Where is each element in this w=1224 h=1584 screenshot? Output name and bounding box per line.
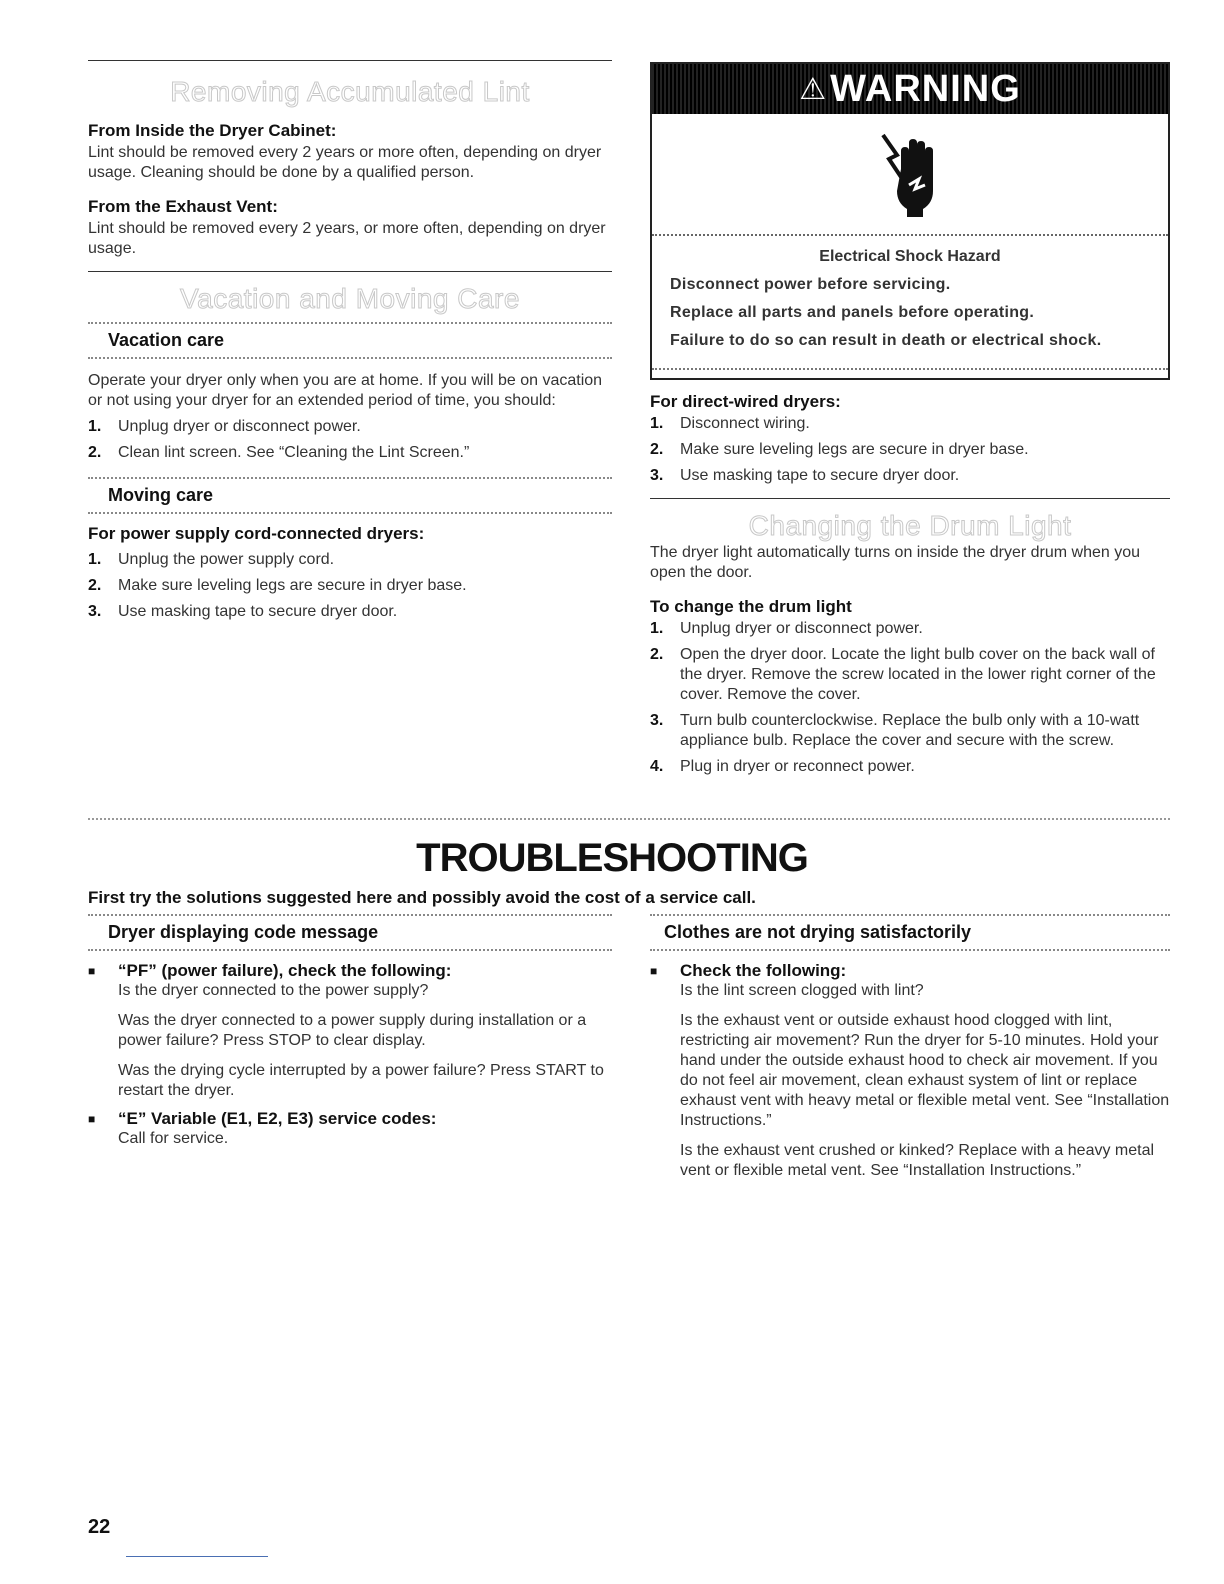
warning-label: WARNING [830, 67, 1021, 110]
direct-wired-heading: For direct-wired dryers: [650, 392, 841, 411]
cord-connected-heading: For power supply cord-connected dryers: [88, 524, 425, 543]
warning-box [650, 62, 1170, 380]
drum-light-intro: The dryer light automatically turns on inside the dryer drum when you open the door. [650, 544, 1141, 581]
inside-cabinet-heading: From Inside the Dryer Cabinet: [88, 121, 337, 140]
section-divider [88, 818, 1170, 820]
list-item: 4. Plug in dryer or reconnect power. [650, 758, 915, 775]
top-rule [88, 60, 612, 61]
check-paragraph: Is the lint screen clogged with lint? [680, 982, 924, 999]
warning-line: Replace all parts and panels before operating. [670, 304, 1035, 321]
vacation-care-heading: Vacation care [88, 322, 612, 359]
hazard-title: Electrical Shock Hazard [819, 248, 1001, 265]
cord-steps [88, 550, 612, 622]
direct-wired-steps [650, 414, 1170, 486]
check-paragraph: Is the exhaust vent crushed or kinked? Replace with a heavy metal vent or flexible metal vent. See “Installation Instructions.” [680, 1142, 1155, 1179]
left-column [88, 60, 612, 628]
bullet-icon: ■ [88, 964, 96, 978]
page-number: 22 [88, 1516, 111, 1538]
bullet-icon: ■ [650, 964, 658, 978]
list-item: 1. Unplug dryer or disconnect power. [88, 418, 361, 435]
warning-header [652, 64, 1168, 114]
check-paragraph: Is the exhaust vent or outside exhaust hood clogged with lint, restricting air movement? Run the dryer for 5-10 minutes. Hold your hand under the outside exhaust hood to check air movement. If you do not feel air movement, clean exhaust system of lint or replace exhaust vent with heavy metal or flexible metal vent. See “Installation Instructions.” [680, 1012, 1170, 1129]
vacation-section-title: Vacation and Moving Care [180, 283, 520, 314]
warning-line: Failure to do so can result in death or electrical shock. [670, 332, 1102, 349]
exhaust-vent-heading: From the Exhaust Vent: [88, 197, 278, 216]
exhaust-vent-text: Lint should be removed every 2 years, or more often, depending on dryer usage. [88, 220, 606, 257]
list-item: 2. Make sure leveling legs are secure in dryer base. [88, 577, 467, 594]
list-item: 1. Unplug dryer or disconnect power. [650, 620, 923, 637]
code-message-list [88, 961, 612, 1159]
not-drying-heading: Clothes are not drying satisfactorily [650, 914, 1170, 951]
warning-triangle-icon: ⚠ [799, 72, 827, 106]
inside-cabinet-text: Lint should be removed every 2 years or more often, depending on dryer usage. Cleaning should be done by a qualified person. [88, 144, 602, 181]
drum-light-steps [650, 619, 1170, 777]
footer-line [126, 1556, 268, 1557]
list-item [650, 961, 1170, 1191]
list-item: 3. Use masking tape to secure dryer door. [650, 467, 960, 484]
section-rule [650, 498, 1170, 499]
moving-care-heading: Moving care [88, 477, 612, 514]
list-item [88, 1109, 612, 1159]
warning-line: Disconnect power before servicing. [670, 276, 951, 293]
list-item: 1. Unplug the power supply cord. [88, 551, 335, 568]
not-drying-list [650, 961, 1170, 1191]
right-column [650, 62, 1170, 783]
vacation-steps [88, 417, 612, 463]
pf-paragraph: Was the drying cycle interrupted by a power failure? Press START to restart the dryer. [118, 1062, 604, 1099]
code-message-heading: Dryer displaying code message [88, 914, 612, 951]
troubleshooting-left [88, 914, 612, 1167]
list-item: 2. Clean lint screen. See “Cleaning the Lint Screen.” [88, 444, 470, 461]
change-drum-light-heading: To change the drum light [650, 597, 852, 616]
list-item: 1. Disconnect wiring. [650, 415, 810, 432]
list-item: 3. Use masking tape to secure dryer door. [88, 603, 398, 620]
list-item: 2. Make sure leveling legs are secure in dryer base. [650, 441, 1029, 458]
troubleshooting-intro: First try the solutions suggested here and possibly avoid the cost of a service call. [88, 888, 756, 907]
list-item: 3. Turn bulb counterclockwise. Replace the bulb only with a 10-watt appliance bulb. Replace the cover and secure with the screw. [650, 712, 1140, 749]
e-codes-heading: “E” Variable (E1, E2, E3) service codes: [118, 1109, 437, 1128]
section-rule [88, 271, 612, 272]
pf-paragraph: Was the dryer connected to a power supply during installation or a power failure? Press STOP to clear display. [118, 1012, 587, 1049]
pf-heading: “PF” (power failure), check the following: [118, 961, 452, 980]
list-item [88, 961, 612, 1101]
e-codes-text: Call for service. [118, 1130, 229, 1147]
list-item: 2. Open the dryer door. Locate the light bulb cover on the back wall of the dryer. Remove the screw located in the lower right corner of the cover. Remove the cover. [650, 646, 1156, 703]
vacation-text: Operate your dryer only when you are at home. If you will be on vacation or not using your dryer for an extended period of time, you should: [88, 372, 603, 409]
check-heading: Check the following: [680, 961, 847, 980]
troubleshooting-right [650, 914, 1170, 1199]
warning-body [652, 236, 1168, 368]
bullet-icon: ■ [88, 1112, 96, 1126]
pf-paragraph: Is the dryer connected to the power supply? [118, 982, 429, 999]
electrical-shock-hand-icon [875, 129, 945, 219]
troubleshooting-title: TROUBLESHOOTING [416, 836, 808, 880]
shock-icon-area [652, 114, 1168, 236]
lint-section-title: Removing Accumulated Lint [170, 76, 530, 107]
drum-light-section-title: Changing the Drum Light [748, 510, 1072, 541]
